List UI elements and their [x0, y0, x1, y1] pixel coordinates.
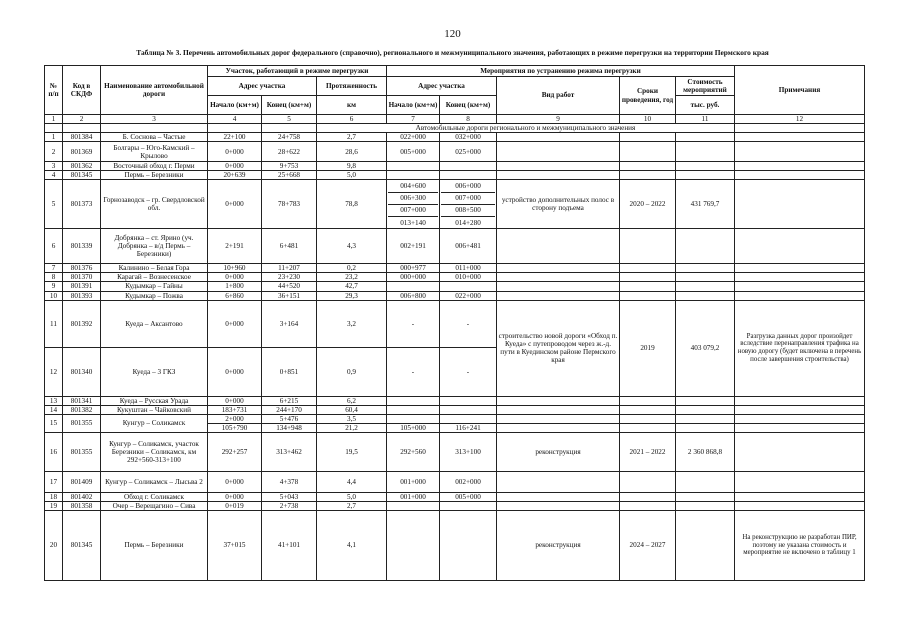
- row-number: 20: [45, 510, 63, 580]
- section-start: 0+000: [208, 180, 262, 229]
- roads-table: [44, 65, 865, 581]
- measure-start: 292+560: [387, 432, 440, 471]
- section-start: 37+015: [208, 510, 262, 580]
- row-number: 5: [45, 180, 63, 229]
- header-address: Адрес участка: [208, 77, 317, 96]
- section-end: 25+668: [262, 171, 317, 180]
- road-name: Куеда – 3 ГКЗ: [101, 347, 208, 396]
- row-number: 10: [45, 291, 63, 300]
- road-name: Горнозаводск – гр. Свердловской обл.: [101, 180, 208, 229]
- section-end: 36+151: [262, 291, 317, 300]
- note: Разгрузка данных дорог произойдет вследствие перенаправления трафика на новую дорогу (будет включена в перечень после завершения строительства): [735, 300, 865, 396]
- measure-end: 014+280: [455, 218, 481, 227]
- page-number: 120: [444, 28, 461, 40]
- section-start: 0+000: [208, 396, 262, 405]
- measure-end: -: [440, 347, 497, 396]
- section-length: 9,8: [317, 162, 387, 171]
- road-code: 801384: [63, 133, 101, 142]
- row-number: 7: [45, 264, 63, 273]
- measure-start: 001+000: [387, 492, 440, 501]
- section-length: 23,2: [317, 273, 387, 282]
- table-row: [45, 180, 865, 229]
- table-row: [45, 414, 865, 423]
- measure-end: 011+000: [440, 264, 497, 273]
- section-start: 183+731: [208, 405, 262, 414]
- table-row: [45, 510, 865, 580]
- table-row: [45, 142, 865, 162]
- road-code: 801391: [63, 282, 101, 291]
- measure-start: -: [387, 300, 440, 347]
- work-type: реконструкция: [497, 432, 620, 471]
- section-length: 4,4: [317, 471, 387, 492]
- row-number: 19: [45, 501, 63, 510]
- section-start: 0+000: [208, 347, 262, 396]
- row-number: 15: [45, 414, 63, 432]
- header-notes: Примечания: [735, 66, 865, 115]
- header-cost-unit: тыс. руб.: [676, 96, 735, 115]
- row-number: 4: [45, 171, 63, 180]
- section-length: 21,2: [317, 423, 387, 432]
- section-start: 0+000: [208, 300, 262, 347]
- section-start: 105+790: [208, 423, 262, 432]
- header-address2: Адрес участка: [387, 77, 497, 96]
- measure-end-list: [440, 180, 497, 229]
- measure-start-list: [387, 180, 440, 229]
- section-length: 4,1: [317, 510, 387, 580]
- header-start2: Начало (км+м): [387, 96, 440, 115]
- road-code: 801393: [63, 291, 101, 300]
- table-row: [45, 405, 865, 414]
- road-code: 801345: [63, 510, 101, 580]
- work-period: 2024 – 2027: [620, 510, 676, 580]
- section-start: 6+860: [208, 291, 262, 300]
- section-end: 2+738: [262, 501, 317, 510]
- road-code: 801382: [63, 405, 101, 414]
- road-name: Пермь – Березники: [101, 171, 208, 180]
- work-type: строительство новой дороги «Обход п. Куеда» с путепроводом через ж.-д. пути в Куединском районе Пермского края: [497, 300, 620, 396]
- work-period: 2019: [620, 300, 676, 396]
- measure-start: 000+977: [387, 264, 440, 273]
- road-name: Кунгур – Соликамск: [101, 414, 208, 432]
- section-length: 2,7: [317, 501, 387, 510]
- work-cost: 403 079,2: [676, 300, 735, 396]
- section-length: 4,3: [317, 229, 387, 264]
- table-row: [45, 291, 865, 300]
- header-length: Протяженность: [317, 77, 387, 96]
- table-row: [45, 432, 865, 471]
- measure-start: 006+800: [387, 291, 440, 300]
- measure-start: 007+000: [388, 205, 438, 217]
- measure-start: 002+191: [387, 229, 440, 264]
- measure-start: -: [387, 347, 440, 396]
- section-length: 3,5: [317, 414, 387, 423]
- section-end: 134+948: [262, 423, 317, 432]
- row-number: 6: [45, 229, 63, 264]
- section-length: 28,6: [317, 142, 387, 162]
- header-road: Наименование автомобильной дороги: [101, 66, 208, 115]
- measure-end: -: [440, 300, 497, 347]
- section-length: 0,2: [317, 264, 387, 273]
- road-name: Кунгур – Соликамск, участок Березники – Соликамск, км 292+560-313+100: [101, 432, 208, 471]
- road-name: Куеда – Аксантово: [101, 300, 208, 347]
- section-end: 41+101: [262, 510, 317, 580]
- section-end: 6+215: [262, 396, 317, 405]
- row-number: 16: [45, 432, 63, 471]
- section-end: 244+170: [262, 405, 317, 414]
- section-start: 10+960: [208, 264, 262, 273]
- measure-end: 007+000: [441, 193, 495, 205]
- road-name: Калинино – Белая Гора: [101, 264, 208, 273]
- section-length: 42,7: [317, 282, 387, 291]
- measure-start: 013+140: [400, 218, 426, 227]
- measure-start: 000+000: [387, 273, 440, 282]
- column-number: 10: [620, 115, 676, 124]
- section-start: 0+000: [208, 273, 262, 282]
- column-number: 11: [676, 115, 735, 124]
- measure-end: 006+481: [440, 229, 497, 264]
- road-code: 801373: [63, 180, 101, 229]
- row-number: 9: [45, 282, 63, 291]
- column-number: 7: [387, 115, 440, 124]
- table-row: [45, 492, 865, 501]
- measure-start: 006+300: [388, 193, 438, 205]
- section-start: 0+000: [208, 471, 262, 492]
- row-number: 18: [45, 492, 63, 501]
- section-start: 0+000: [208, 492, 262, 501]
- column-number: 8: [440, 115, 497, 124]
- header-period: Сроки проведения, год: [620, 77, 676, 115]
- header-cost: Стоимость мероприятий: [676, 77, 735, 96]
- section-end: 24+758: [262, 133, 317, 142]
- road-code: 801355: [63, 432, 101, 471]
- road-code: 801358: [63, 501, 101, 510]
- section-start: 20+639: [208, 171, 262, 180]
- table-row: [45, 171, 865, 180]
- section-end: 78+783: [262, 180, 317, 229]
- section-length: 2,7: [317, 133, 387, 142]
- section-end: 0+851: [262, 347, 317, 396]
- measure-end: 025+000: [440, 142, 497, 162]
- road-name: Б. Соснова – Частые: [101, 133, 208, 142]
- header-length-unit: км: [317, 96, 387, 115]
- table-row: [45, 162, 865, 171]
- measure-end: 002+000: [440, 471, 497, 492]
- road-code: 801369: [63, 142, 101, 162]
- row-number: 12: [45, 347, 63, 396]
- road-name: Болгары – Юго-Камский – Крылово: [101, 142, 208, 162]
- measure-end: 006+000: [441, 180, 495, 192]
- road-code: 801362: [63, 162, 101, 171]
- column-number: 5: [262, 115, 317, 124]
- section-end: 5+476: [262, 414, 317, 423]
- section-start: 0+019: [208, 501, 262, 510]
- section-start: 2+191: [208, 229, 262, 264]
- header-work: Вид работ: [497, 77, 620, 115]
- table-row: [45, 229, 865, 264]
- road-name: Кунгур – Соликамск – Лысьва 2: [101, 471, 208, 492]
- column-number: 9: [497, 115, 620, 124]
- road-name: Кукуштан – Чайковский: [101, 405, 208, 414]
- work-type: реконструкция: [497, 510, 620, 580]
- header-end2: Конец (км+м): [440, 96, 497, 115]
- table-title: Таблица № 3. Перечень автомобильных дорог федерального (справочно), регионального и межмуниципального значения, работающих в режиме перегрузки на территории Пермского края: [136, 48, 769, 57]
- note: На реконструкцию не разработан ПИР, поэтому не указана стоимость и мероприятие не включено в таблицу 1: [735, 510, 865, 580]
- header-start: Начало (км+м): [208, 96, 262, 115]
- table-row: [45, 133, 865, 142]
- row-number: 11: [45, 300, 63, 347]
- measure-end: 116+241: [440, 423, 497, 432]
- measure-end: 032+000: [440, 133, 497, 142]
- table-row: [45, 396, 865, 405]
- section-length: 5,0: [317, 171, 387, 180]
- section-end: 6+481: [262, 229, 317, 264]
- table-row: [45, 282, 865, 291]
- road-code: 801341: [63, 396, 101, 405]
- measure-start: 005+000: [387, 142, 440, 162]
- section-length: 60,4: [317, 405, 387, 414]
- work-cost: 2 360 868,8: [676, 432, 735, 471]
- section-end: 313+462: [262, 432, 317, 471]
- road-name: Восточный обход г. Перми: [101, 162, 208, 171]
- section-start: 2+000: [208, 414, 262, 423]
- section-start: 0+000: [208, 162, 262, 171]
- header-end: Конец (км+м): [262, 96, 317, 115]
- section-end: 5+043: [262, 492, 317, 501]
- section-length: 29,3: [317, 291, 387, 300]
- road-name: Куеда – Русская Урада: [101, 396, 208, 405]
- table-row: [45, 300, 865, 347]
- road-code: 801392: [63, 300, 101, 347]
- road-code: 801409: [63, 471, 101, 492]
- row-number: 14: [45, 405, 63, 414]
- work-period: 2020 – 2022: [620, 180, 676, 229]
- measure-end: 022+000: [440, 291, 497, 300]
- table-row: [45, 264, 865, 273]
- work-type: устройство дополнительных полос в сторону подъема: [497, 180, 620, 229]
- table-row: [45, 471, 865, 492]
- road-code: 801370: [63, 273, 101, 282]
- work-cost: 431 769,7: [676, 180, 735, 229]
- section-length: 3,2: [317, 300, 387, 347]
- section-end: 3+164: [262, 300, 317, 347]
- section-start: 1+800: [208, 282, 262, 291]
- road-name: Очер – Верещагино – Сива: [101, 501, 208, 510]
- table-row: [45, 273, 865, 282]
- measure-start: 001+000: [387, 471, 440, 492]
- section-end: 23+230: [262, 273, 317, 282]
- measure-start: 105+000: [387, 423, 440, 432]
- section-start: 0+000: [208, 142, 262, 162]
- section-title: Автомобильные дороги регионального и межмуниципального значения: [317, 124, 735, 133]
- section-end: 28+622: [262, 142, 317, 162]
- column-number: 12: [735, 115, 865, 124]
- header-code: Код в СКДФ: [63, 66, 101, 115]
- road-name: Пермь – Березники: [101, 510, 208, 580]
- measure-end: 010+000: [440, 273, 497, 282]
- header-overload-group: Участок, работающий в режиме перегрузки: [208, 66, 387, 77]
- section-end: 44+520: [262, 282, 317, 291]
- road-name: Добрянка – ст. Ярино (уч. Добрянка – в/д Пермь – Березники): [101, 229, 208, 264]
- section-end: 11+207: [262, 264, 317, 273]
- road-name: Обход г. Соликамск: [101, 492, 208, 501]
- section-end: 9+753: [262, 162, 317, 171]
- section-length: 0,9: [317, 347, 387, 396]
- road-code: 801402: [63, 492, 101, 501]
- section-length: 78,8: [317, 180, 387, 229]
- section-start: 292+257: [208, 432, 262, 471]
- work-period: 2021 – 2022: [620, 432, 676, 471]
- column-number: 1: [45, 115, 63, 124]
- column-number: 4: [208, 115, 262, 124]
- section-length: 6,2: [317, 396, 387, 405]
- row-number: 17: [45, 471, 63, 492]
- column-number: 6: [317, 115, 387, 124]
- column-number: 2: [63, 115, 101, 124]
- section-end: 4+378: [262, 471, 317, 492]
- row-number: 8: [45, 273, 63, 282]
- header-measures-group: Мероприятия по устранению режима перегрузки: [387, 66, 735, 77]
- road-name: Карагай – Вознесенское: [101, 273, 208, 282]
- row-number: 1: [45, 133, 63, 142]
- section-length: 5,0: [317, 492, 387, 501]
- column-number: 3: [101, 115, 208, 124]
- header-num: № п/п: [45, 66, 63, 115]
- row-number: 13: [45, 396, 63, 405]
- road-code: 801376: [63, 264, 101, 273]
- road-code: 801339: [63, 229, 101, 264]
- road-name: Кудымкар – Гайны: [101, 282, 208, 291]
- measure-start: 022+000: [387, 133, 440, 142]
- row-number: 2: [45, 142, 63, 162]
- road-code: 801345: [63, 171, 101, 180]
- measure-end: 313+100: [440, 432, 497, 471]
- road-name: Кудымкар – Пожва: [101, 291, 208, 300]
- road-code: 801340: [63, 347, 101, 396]
- section-length: 19,5: [317, 432, 387, 471]
- table-row: [45, 501, 865, 510]
- section-start: 22+100: [208, 133, 262, 142]
- road-code: 801355: [63, 414, 101, 432]
- measure-end: 005+000: [440, 492, 497, 501]
- row-number: 3: [45, 162, 63, 171]
- measure-start: 004+600: [388, 180, 438, 192]
- measure-end: 008+500: [441, 205, 495, 217]
